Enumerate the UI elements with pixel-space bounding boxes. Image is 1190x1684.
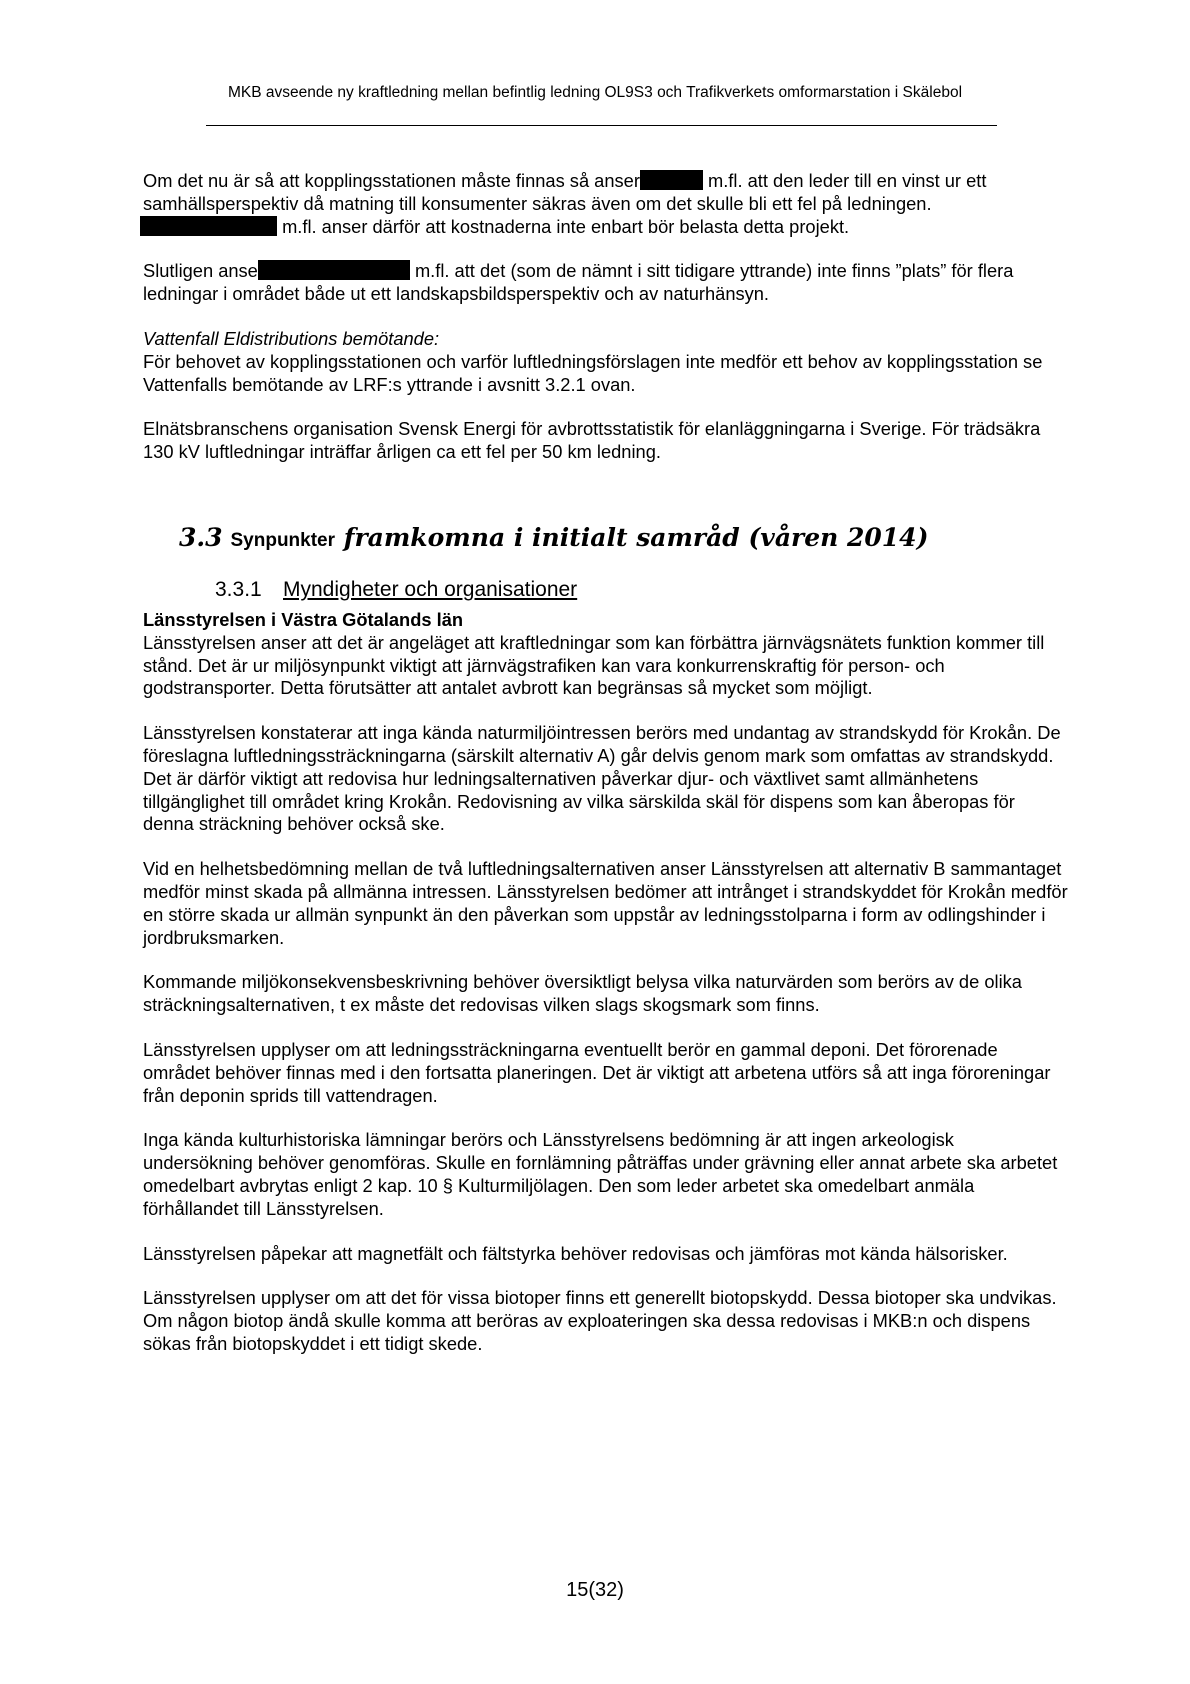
header-rule <box>206 125 997 126</box>
paragraph-svensk-energi: Elnätsbranschens organisation Svensk Energi för avbrottsstatistik för elanläggningarna i Sverige. För trädsäkra 130 kV luftledningar inträffar årligen ca ett fel per 50 km ledning. <box>143 418 1041 463</box>
vattenfall-label: Vattenfall Eldistributions bemötande: <box>143 327 440 349</box>
section-number: 3.3 <box>179 522 223 552</box>
lansstyrelsen-paragraph: Länsstyrelsen upplyser om att ledningssträckningarna eventuellt berör en gammal deponi. Det förorenade området behöver finnas med i den fortsatta planeringen. Det är viktigt att arbetena utförs så att inga föroreningar från deponin sprids till vattendragen. <box>143 1038 1051 1106</box>
paragraph-slutligen <box>143 260 1068 306</box>
redaction-box <box>640 170 703 190</box>
section-title-part1: Synpunkter <box>230 529 336 551</box>
redaction-box <box>258 260 410 280</box>
paragraph-text: Om det nu är så att kopplingsstationen måste finnas så anser <box>143 170 640 191</box>
subsection-number: 3.3.1 <box>215 577 262 601</box>
lansstyrelsen-paragraph: Inga kända kulturhistoriska lämningar berörs och Länsstyrelsens bedömning är att ingen arkeologisk undersökning behöver genomföras. Skulle en fornlämning påträffas under grävning eller annat arbete ska arbetet omedelbart avbrytas enligt 2 kap. 10 § Kulturmiljölagen. Den som leder arbetet ska omedelbart anmäla förhållandet till Länsstyrelsen. <box>143 1129 1058 1219</box>
page-number: 15(32) <box>566 1579 624 1601</box>
section-heading <box>179 522 1068 557</box>
section-title-part2: framkomna i initialt samråd (våren 2014) <box>335 522 929 552</box>
redaction-box <box>140 216 277 236</box>
subsection-heading <box>215 577 1068 603</box>
paragraph-text: m.fl. att det (som de nämnt i sitt tidigare yttrande) inte finns ”plats” för flera ledningar i området både ut ett landskapsbildsperspektiv och av naturhänsyn. <box>143 260 1014 305</box>
paragraph-text: m.fl. att den leder till en vinst ur ett samhällsperspektiv då matning till konsumenter säkras även om det skulle bli ett fel på ledningen. <box>143 170 987 214</box>
subsection-title: Myndigheter och organisationer <box>283 577 578 601</box>
organization-heading: Länsstyrelsen i Västra Götalands län <box>143 608 464 630</box>
lansstyrelsen-paragraph: Länsstyrelsen påpekar att magnetfält och fältstyrka behöver redovisas och jämföras mot kända hälsorisker. <box>143 1242 1008 1264</box>
lansstyrelsen-paragraph: Vid en helhetsbedömning mellan de två luftledningsalternativen anser Länsstyrelsen att alternativ B sammantaget medför minst skada på allmänna intressen. Länsstyrelsen bedömer att intrånget i strandskyddet för Krokån medför en större skada ur allmän synpunkt än den påverkan som uppstår av ledningsstolparna i form av odlingshinder i jordbruksmarken. <box>143 858 1068 948</box>
document-body <box>143 170 1068 1356</box>
vattenfall-response: För behovet av kopplingsstationen och varför luftledningsförslagen inte medför ett behov av kopplingsstation se Vattenfalls bemötande av LRF:s yttrande i avsnitt 3.2.1 ovan. <box>143 350 1043 395</box>
paragraph-text: Slutligen anse <box>143 260 258 282</box>
paragraph-text: m.fl. anser därför att kostnaderna inte enbart bör belasta detta projekt. <box>277 215 850 237</box>
lansstyrelsen-paragraph: Länsstyrelsen upplyser om att det för vissa biotoper finns ett generellt biotopskydd. Dessa biotoper ska undvikas. Om någon biotop ändå skulle komma att beröras av exploateringen ska dessa redovisas i MKB:n och dispens sökas från biotopskyddet i ett tidigt skede. <box>143 1287 1057 1354</box>
lansstyrelsen-paragraph: Länsstyrelsen konstaterar att inga kända naturmiljöintressen berörs med undantag av strandskydd för Krokån. De föreslagna luftledningssträckningarna (särskilt alternativ A) går delvis genom mark som omfattas av strandskydd. Det är därför viktigt att redovisa hur ledningsalternativen påverkar djur- och växtlivet samt allmänhetens tillgänglighet till området kring Krokån. Redovisning av vilka särskilda skäl för dispens som kan åberopas för denna sträckning behöver också ske. <box>143 722 1061 835</box>
page-header: MKB avseende ny kraftledning mellan befintlig ledning OL9S3 och Trafikverkets omformarstation i Skälebol <box>227 84 963 101</box>
paragraph-kopplingsstation <box>143 170 1068 238</box>
lansstyrelsen-paragraph: Länsstyrelsen anser att det är angeläget att kraftledningar som kan förbättra järnvägsnätets funktion kommer till stånd. Det är ur miljösynpunkt viktigt att järnvägstrafiken kan vara konkurrenskraftig för person- och godstransporter. Detta förutsätter att antalet avbrott kan begränsas så mycket som möjligt. <box>143 631 1045 699</box>
lansstyrelsen-paragraph: Kommande miljökonsekvensbeskrivning behöver översiktligt belysa vilka naturvärden som berörs av de olika sträckningsalternativen, t ex måste det redovisas vilken slags skogsmark som finns. <box>143 971 1022 1016</box>
